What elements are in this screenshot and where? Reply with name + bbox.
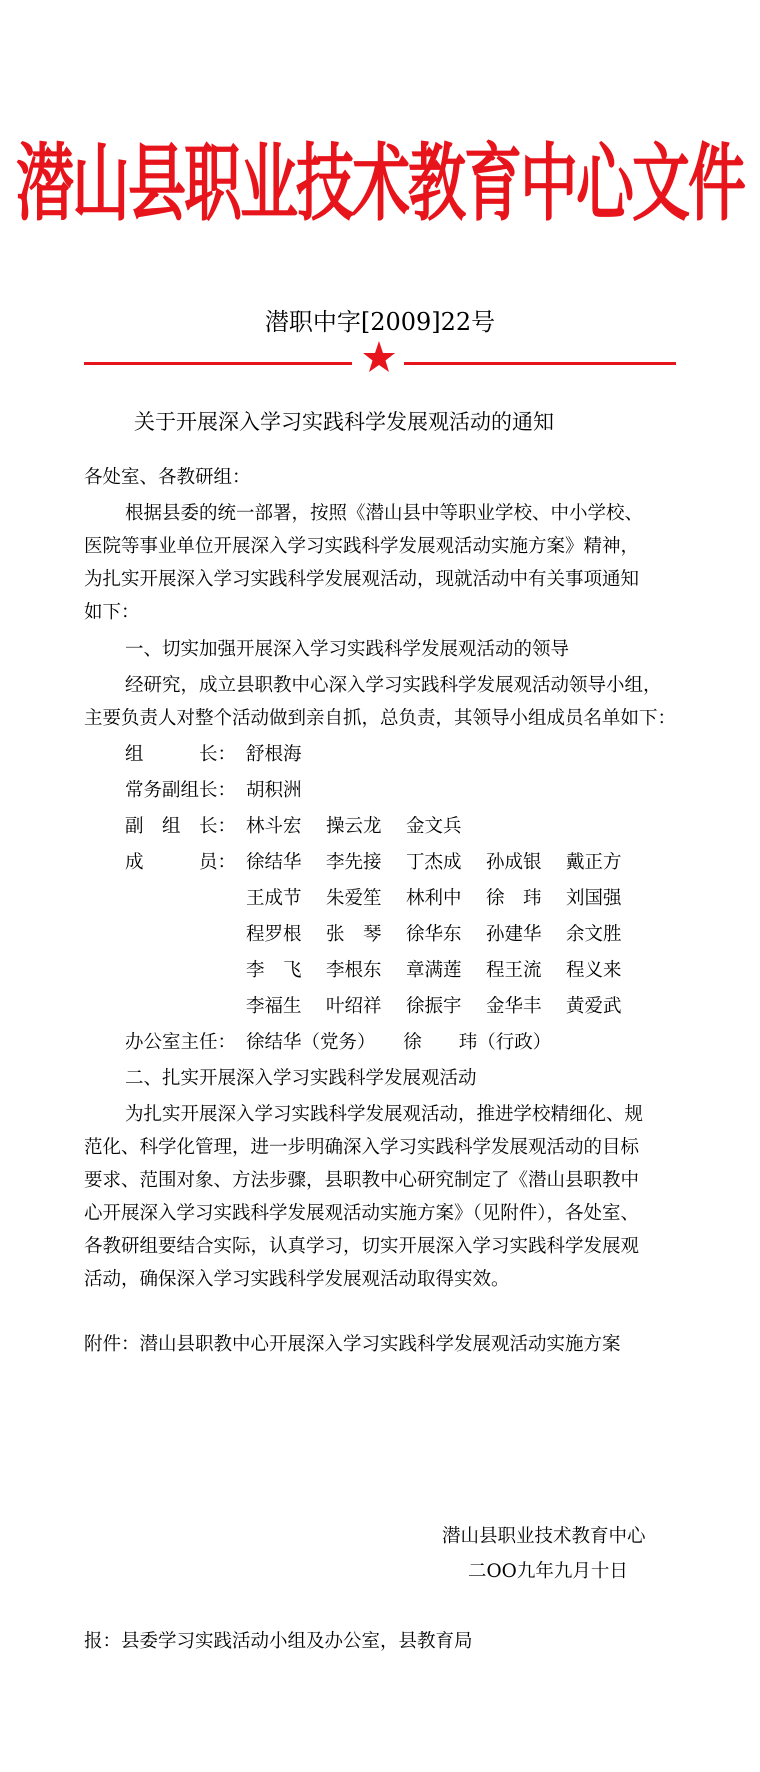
roster-name: 舒根海 <box>246 744 302 765</box>
office-director-names: 徐结华（党务） 徐 玮（行政） <box>246 1032 552 1053</box>
section2-line: 心开展深入学习实践科学发展观活动实施方案》（见附件），各处室、 <box>84 1203 640 1224</box>
roster-label-deputy: 副 组 长： <box>125 816 237 837</box>
signature-org: 潜山县职业技术教育中心 <box>442 1526 646 1547</box>
member-name: 张 琴 <box>326 924 382 945</box>
member-name: 丁杰成 <box>406 852 462 873</box>
member-name: 林利中 <box>406 888 462 909</box>
member-name: 王成节 <box>246 888 302 909</box>
intro-line: 医院等事业单位开展深入学习实践科学发展观活动实施方案》精神， <box>84 536 640 557</box>
member-name: 李 飞 <box>246 960 302 981</box>
header-rule-left <box>84 362 352 365</box>
member-name: 李先接 <box>326 852 382 873</box>
document-header-title: 潜山县职业技术教育中心文件 <box>15 133 744 233</box>
member-name: 徐结华 <box>246 852 302 873</box>
member-name: 程罗根 <box>246 924 302 945</box>
section2-line: 活动，确保深入学习实践科学发展观活动取得实效。 <box>84 1269 510 1290</box>
section1-line: 经研究，成立县职教中心深入学习实践科学发展观活动领导小组， <box>125 675 662 696</box>
section2-line: 范化、科学化管理，进一步明确深入学习实践科学发展观活动的目标 <box>84 1137 640 1158</box>
section1-heading: 一、切实加强开展深入学习实践科学发展观活动的领导 <box>125 639 570 660</box>
section2-line: 要求、范围对象、方法步骤，县职教中心研究制定了《潜山县职教中 <box>84 1170 640 1191</box>
attachment-line: 附件：潜山县职教中心开展深入学习实践科学发展观活动实施方案 <box>84 1334 621 1355</box>
roster-name: 操云龙 <box>326 816 382 837</box>
member-name: 孙成银 <box>486 852 542 873</box>
roster-label-office: 办公室主任： <box>125 1032 237 1053</box>
member-name: 章满莲 <box>406 960 462 981</box>
roster-label-leader: 组 长： <box>125 744 237 765</box>
member-name: 徐振宇 <box>406 996 462 1017</box>
salutation: 各处室、各教研组： <box>84 467 251 488</box>
member-name: 余文胜 <box>566 924 622 945</box>
header-rule-right <box>404 362 676 365</box>
member-name: 程王流 <box>486 960 542 981</box>
member-name: 孙建华 <box>486 924 542 945</box>
intro-line: 为扎实开展深入学习实践科学发展观活动，现就活动中有关事项通知 <box>84 569 640 590</box>
roster-name: 金文兵 <box>406 816 462 837</box>
member-name: 徐华东 <box>406 924 462 945</box>
roster-name: 林斗宏 <box>246 816 302 837</box>
member-name: 徐 玮 <box>486 888 542 909</box>
member-name: 李福生 <box>246 996 302 1017</box>
member-name: 戴正方 <box>566 852 622 873</box>
member-name: 金华丰 <box>486 996 542 1017</box>
document-number: 潜职中字[2009]22号 <box>264 308 496 336</box>
member-name: 朱爱笙 <box>326 888 382 909</box>
member-name: 程义来 <box>566 960 622 981</box>
section2-line: 为扎实开展深入学习实践科学发展观活动，推进学校精细化、规 <box>125 1104 644 1125</box>
report-to-line: 报：县委学习实践活动小组及办公室，县教育局 <box>84 1631 473 1652</box>
member-name: 叶绍祥 <box>326 996 382 1017</box>
intro-line: 如下： <box>84 602 140 623</box>
section2-line: 各教研组要结合实际，认真学习，切实开展深入学习实践科学发展观 <box>84 1236 640 1257</box>
section1-line: 主要负责人对整个活动做到亲自抓，总负责，其领导小组成员名单如下： <box>84 708 677 729</box>
member-name: 李根东 <box>326 960 382 981</box>
intro-line: 根据县委的统一部署，按照《潜山县中等职业学校、中小学校、 <box>125 503 644 524</box>
signature-date: 二OO九年九月十日 <box>468 1561 628 1582</box>
notice-title: 关于开展深入学习实践科学发展观活动的通知 <box>134 410 554 434</box>
roster-name: 胡积洲 <box>246 780 302 801</box>
section2-heading: 二、扎实开展深入学习实践科学发展观活动 <box>125 1068 477 1089</box>
member-name: 黄爱武 <box>566 996 622 1017</box>
roster-label-exec-deputy: 常务副组长： <box>125 780 237 801</box>
red-star-icon <box>362 340 396 374</box>
roster-label-members: 成 员： <box>125 852 237 873</box>
member-name: 刘国强 <box>566 888 622 909</box>
